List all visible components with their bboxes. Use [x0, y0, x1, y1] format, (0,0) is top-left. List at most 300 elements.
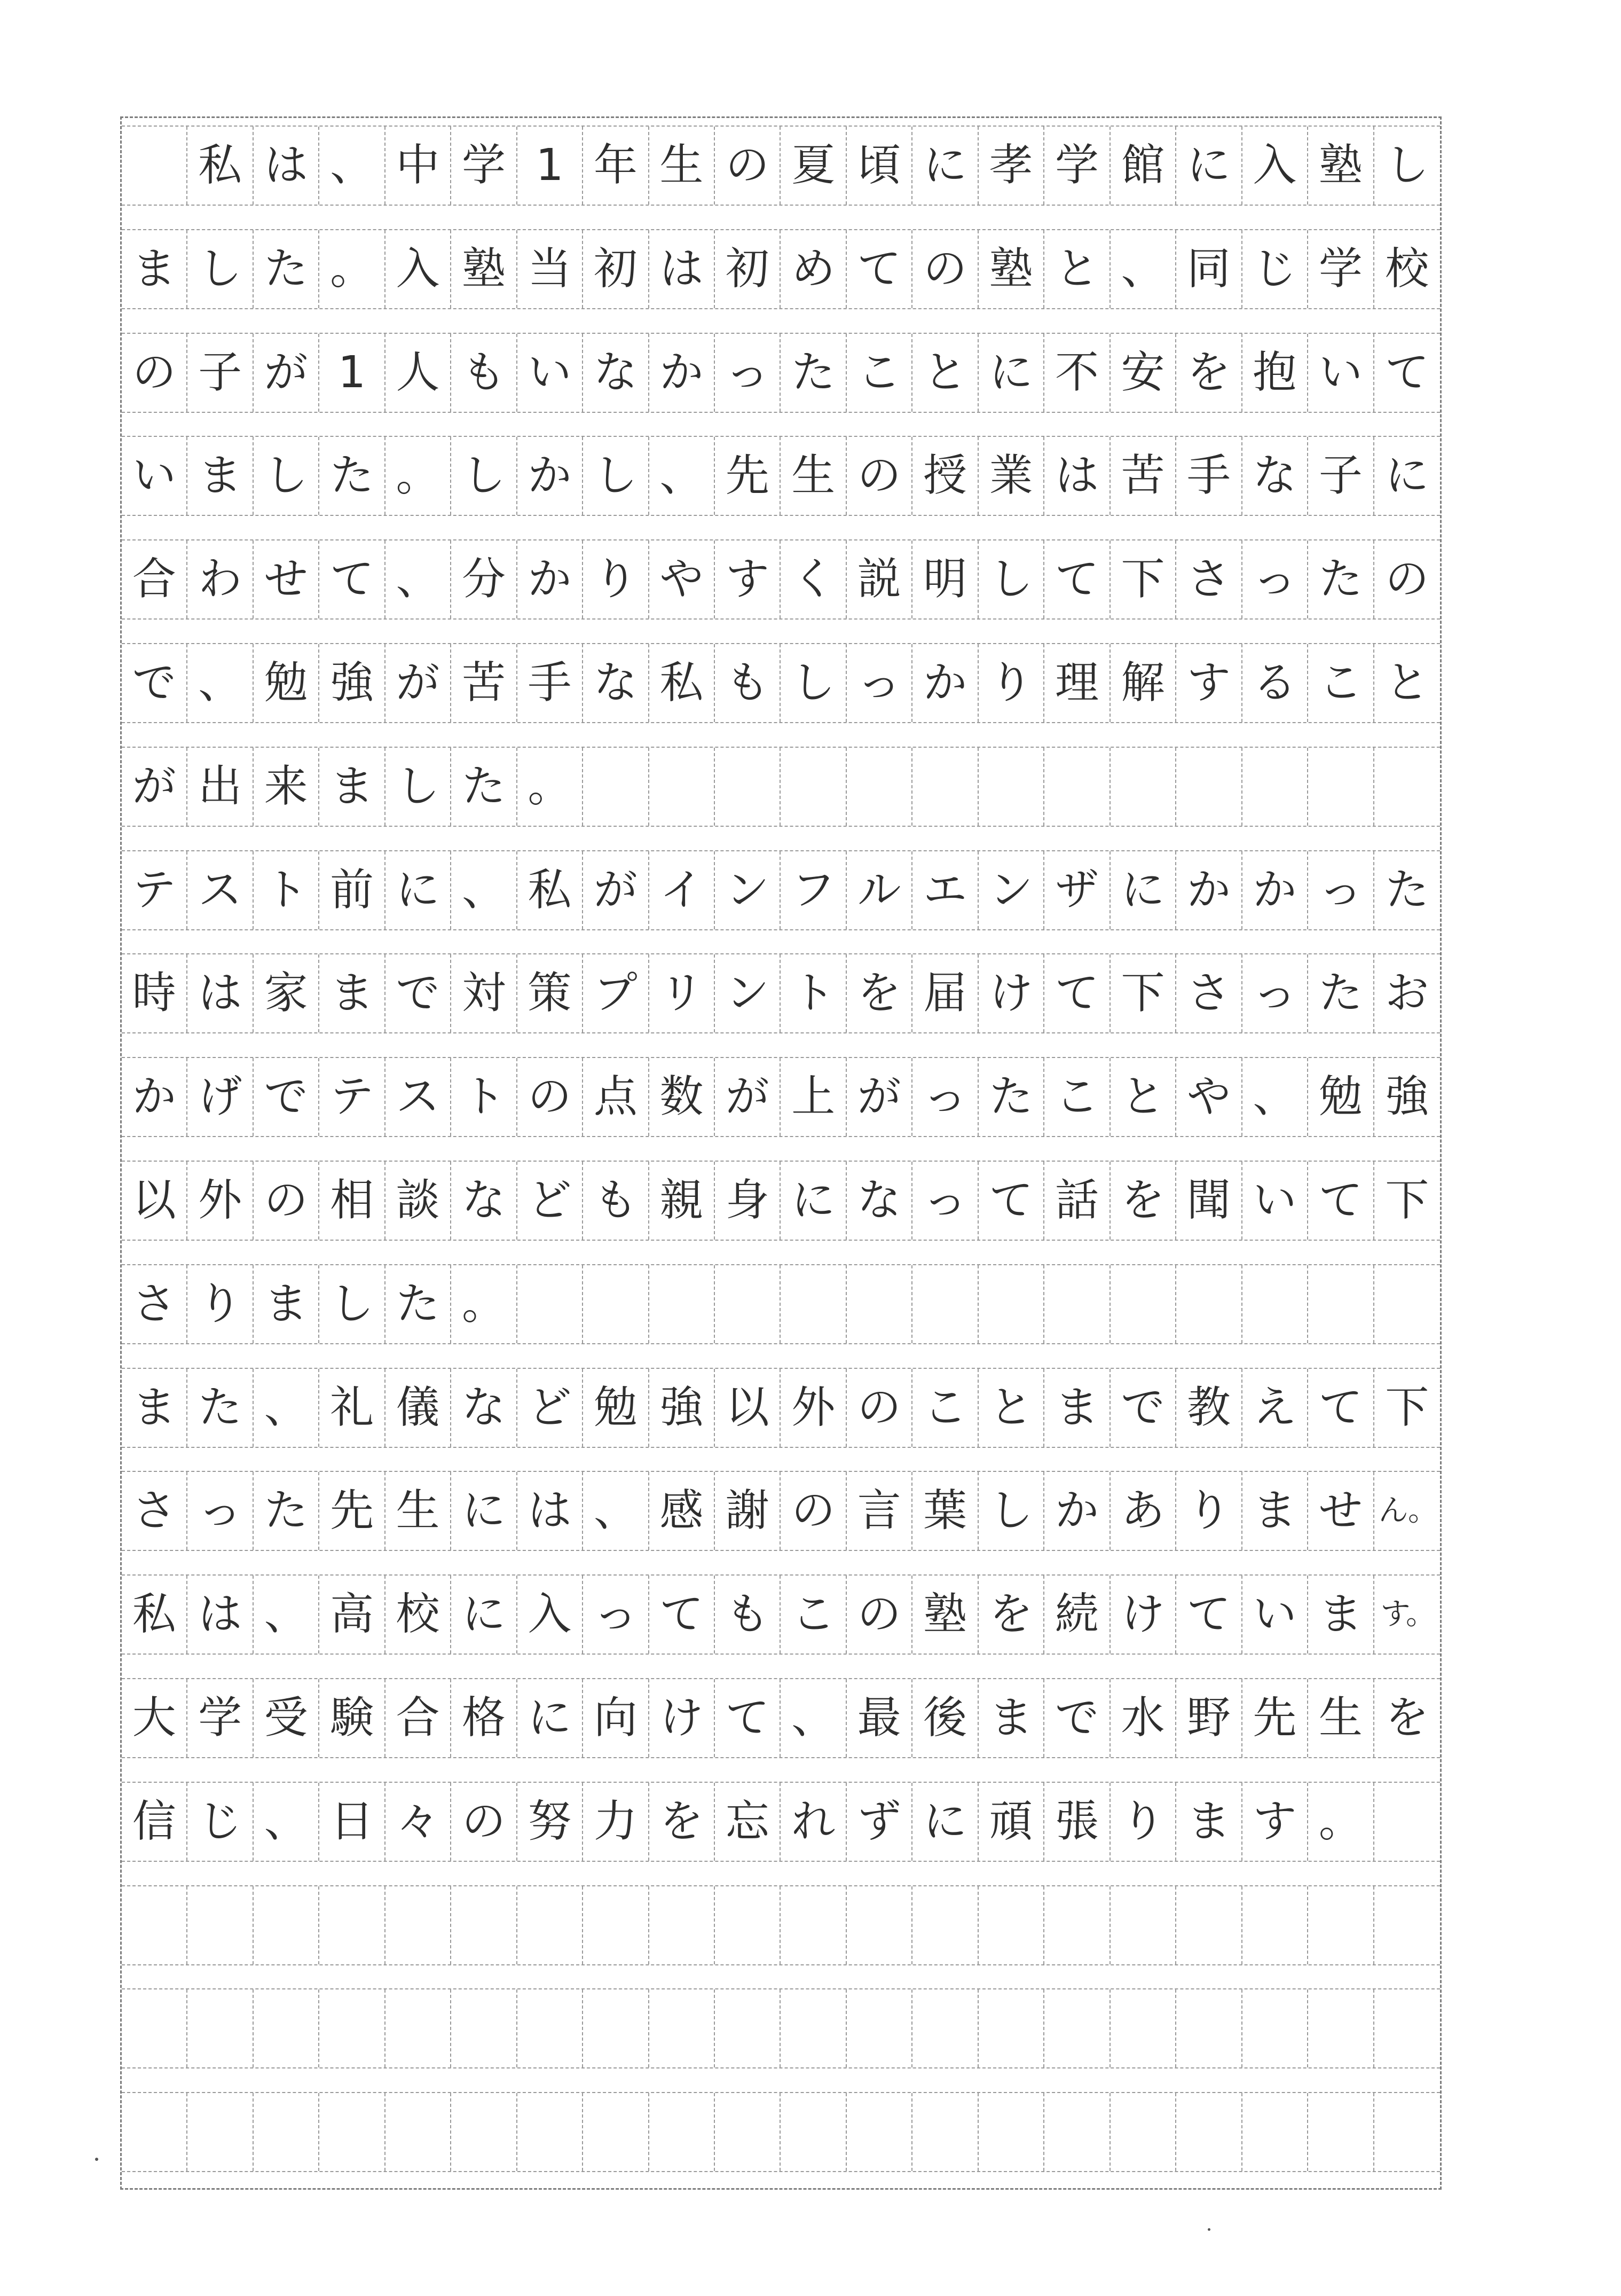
- manuscript-cell: 私: [187, 127, 253, 205]
- manuscript-cell: た: [781, 334, 846, 412]
- manuscript-cell-band: [122, 1574, 1440, 1655]
- manuscript-cell: 点: [583, 1058, 649, 1136]
- manuscript-cell: っ: [912, 1162, 978, 1240]
- manuscript-cell: 生: [385, 1472, 451, 1550]
- manuscript-cell: と: [1385, 657, 1429, 708]
- manuscript-cell: [715, 1989, 781, 2067]
- manuscript-cell: [1242, 1989, 1308, 2067]
- manuscript-cell: す: [715, 540, 781, 618]
- manuscript-cell: て: [847, 230, 912, 308]
- manuscript-cell: で: [385, 954, 451, 1032]
- manuscript-cell: [912, 748, 978, 826]
- manuscript-cell: っ: [1242, 954, 1308, 1032]
- manuscript-cell: [781, 748, 846, 826]
- manuscript-cell: 信: [122, 1783, 187, 1861]
- manuscript-cell: あ: [1111, 1472, 1176, 1550]
- manuscript-cell: の: [715, 127, 781, 205]
- manuscript-cell: 数: [649, 1058, 715, 1136]
- manuscript-cell: げ: [187, 1058, 253, 1136]
- manuscript-cell: 来: [254, 748, 319, 826]
- manuscript-cell: い: [1242, 1162, 1308, 1240]
- manuscript-cell: は: [254, 127, 319, 205]
- manuscript-cell: 届: [912, 954, 978, 1032]
- manuscript-cell: に: [1176, 127, 1242, 205]
- manuscript-cell: 頃: [847, 127, 912, 205]
- manuscript-cell: [583, 1886, 649, 1964]
- manuscript-cell: 理: [1044, 644, 1110, 722]
- manuscript-cell: 学: [451, 127, 517, 205]
- manuscript-cell: な: [1242, 437, 1308, 515]
- manuscript-row: [122, 222, 1440, 325]
- manuscript-cell: を: [1176, 334, 1242, 412]
- manuscript-cell: [912, 1989, 978, 2067]
- manuscript-cell: [1308, 748, 1374, 826]
- manuscript-cell: か: [912, 644, 978, 722]
- manuscript-cell: ト: [781, 954, 846, 1032]
- manuscript-cell: [1111, 1265, 1176, 1343]
- manuscript-cell: 以: [122, 1162, 187, 1240]
- manuscript-cell: 勉: [254, 644, 319, 722]
- manuscript-cell-band: [122, 1782, 1440, 1862]
- manuscript-cell: を: [1111, 1162, 1176, 1240]
- manuscript-cell: の: [122, 334, 187, 412]
- manuscript-cell: な: [847, 1162, 912, 1240]
- manuscript-cell: 塾: [1308, 127, 1374, 205]
- manuscript-cell: 時: [122, 954, 187, 1032]
- manuscript-cell-band: [122, 953, 1440, 1033]
- manuscript-cell: [1242, 748, 1308, 826]
- manuscript-cell: て: [1044, 954, 1110, 1032]
- manuscript-cell: こ: [781, 1576, 846, 1654]
- manuscript-cell: た: [979, 1058, 1044, 1136]
- manuscript-cell: 談: [385, 1162, 451, 1240]
- manuscript-cell-band: [122, 1264, 1440, 1344]
- manuscript-cell: っ: [847, 644, 912, 722]
- manuscript-cell: ま: [1308, 1576, 1374, 1654]
- manuscript-cell: 子: [1308, 437, 1374, 515]
- manuscript-cell: 、: [254, 1369, 319, 1447]
- manuscript-cell: わ: [187, 540, 253, 618]
- manuscript-cell: り: [979, 644, 1044, 722]
- manuscript-cell: [517, 1989, 583, 2067]
- manuscript-cell: 強: [649, 1369, 715, 1447]
- manuscript-cell: い: [1308, 334, 1374, 412]
- manuscript-cell: こ: [847, 334, 912, 412]
- manuscript-cell: て: [979, 1162, 1044, 1240]
- manuscript-cell: 張: [1044, 1783, 1110, 1861]
- manuscript-cell: な: [451, 1162, 517, 1240]
- manuscript-cell-band: [122, 850, 1440, 930]
- manuscript-cell: [385, 1989, 451, 2067]
- manuscript-cell: [583, 1989, 649, 2067]
- manuscript-cell: 手: [517, 644, 583, 722]
- manuscript-cell: [319, 1886, 385, 1964]
- manuscript-cell: も: [451, 334, 517, 412]
- manuscript-cell: て: [715, 1679, 781, 1757]
- manuscript-cell: お: [1385, 968, 1429, 1019]
- manuscript-cell: [1374, 2093, 1440, 2171]
- manuscript-row: [122, 1878, 1440, 1981]
- manuscript-cell: は: [517, 1472, 583, 1550]
- manuscript-cell: こ: [912, 1369, 978, 1447]
- manuscript-cell: か: [1044, 1472, 1110, 1550]
- manuscript-cell: は: [1044, 437, 1110, 515]
- manuscript-cell: の: [847, 1576, 912, 1654]
- manuscript-cell: [122, 1886, 187, 1964]
- manuscript-cell: [912, 2093, 978, 2171]
- manuscript-cell: の: [912, 230, 978, 308]
- manuscript-cell: く: [781, 540, 846, 618]
- manuscript-cell: や: [1176, 1058, 1242, 1136]
- manuscript-row: [122, 1360, 1440, 1464]
- manuscript-cell: 1: [517, 127, 583, 205]
- manuscript-cell: 初: [583, 230, 649, 308]
- manuscript-cell: 校: [385, 1576, 451, 1654]
- manuscript-cell: [847, 1886, 912, 1964]
- manuscript-cell: も: [715, 1576, 781, 1654]
- manuscript-cell: [1111, 1989, 1176, 2067]
- manuscript-cell: 、: [385, 540, 451, 618]
- manuscript-cell: か: [517, 540, 583, 618]
- manuscript-cell: [583, 1265, 649, 1343]
- manuscript-cell: し: [979, 540, 1044, 618]
- manuscript-row: [122, 2085, 1440, 2188]
- manuscript-cell: す。: [1380, 1597, 1434, 1632]
- manuscript-row: [122, 1463, 1440, 1567]
- manuscript-cell: し: [979, 1472, 1044, 1550]
- manuscript-cell: 学: [1308, 230, 1374, 308]
- manuscript-cell: の: [254, 1162, 319, 1240]
- manuscript-cell: さ: [1176, 540, 1242, 618]
- manuscript-cell: の: [517, 1058, 583, 1136]
- manuscript-cell: [1176, 1989, 1242, 2067]
- manuscript-cell: ま: [122, 230, 187, 308]
- manuscript-cell: り: [1176, 1472, 1242, 1550]
- manuscript-cell: 野: [1176, 1679, 1242, 1757]
- manuscript-cell: [517, 1265, 583, 1343]
- manuscript-cell: [979, 1989, 1044, 2067]
- manuscript-cell: さ: [122, 1265, 187, 1343]
- manuscript-cell: 授: [912, 437, 978, 515]
- manuscript-cell: [1044, 748, 1110, 826]
- manuscript-cell: と: [1044, 230, 1110, 308]
- manuscript-cell: [187, 2093, 253, 2171]
- manuscript-cell: 明: [912, 540, 978, 618]
- manuscript-cell: [1374, 1886, 1440, 1964]
- manuscript-cell: に: [451, 1472, 517, 1550]
- manuscript-cell: は: [187, 954, 253, 1032]
- manuscript-cell-band: [122, 1471, 1440, 1551]
- manuscript-cell: 手: [1176, 437, 1242, 515]
- manuscript-cell: 解: [1111, 644, 1176, 722]
- manuscript-cell-band: [122, 1057, 1440, 1137]
- manuscript-cell: ス: [385, 1058, 451, 1136]
- manuscript-cell: 最: [847, 1679, 912, 1757]
- manuscript-cell: 教: [1176, 1369, 1242, 1447]
- manuscript-cell: 聞: [1176, 1162, 1242, 1240]
- manuscript-cell: [1111, 748, 1176, 826]
- manuscript-cell: す: [1242, 1783, 1308, 1861]
- manuscript-cell: [847, 748, 912, 826]
- manuscript-cell: 。: [385, 437, 451, 515]
- manuscript-cell: 私: [122, 1576, 187, 1654]
- manuscript-cell: [451, 1989, 517, 2067]
- manuscript-cell: た: [385, 1265, 451, 1343]
- manuscript-cell: 向: [583, 1679, 649, 1757]
- manuscript-cell: イ: [649, 851, 715, 929]
- manuscript-cell: 生: [1308, 1679, 1374, 1757]
- manuscript-cell: [715, 2093, 781, 2171]
- manuscript-cell: 、: [649, 437, 715, 515]
- manuscript-cell: 相: [319, 1162, 385, 1240]
- manuscript-cell: [649, 748, 715, 826]
- manuscript-cell: い: [122, 437, 187, 515]
- manuscript-cell: 私: [649, 644, 715, 722]
- manuscript-cell: 苦: [1111, 437, 1176, 515]
- manuscript-cell: ま: [187, 437, 253, 515]
- manuscript-cell: 後: [912, 1679, 978, 1757]
- manuscript-cell: [187, 1886, 253, 1964]
- manuscript-cell: [122, 2093, 187, 2171]
- manuscript-cell: 生: [781, 437, 846, 515]
- manuscript-cell-band: [122, 436, 1440, 516]
- manuscript-cell: 策: [517, 954, 583, 1032]
- manuscript-cell: め: [781, 230, 846, 308]
- manuscript-cell: 前: [319, 851, 385, 929]
- manuscript-cell: [979, 1886, 1044, 1964]
- manuscript-cell: の: [847, 437, 912, 515]
- manuscript-cell: っ: [1242, 540, 1308, 618]
- manuscript-cell: 。: [517, 748, 583, 826]
- manuscript-cell: の: [1385, 554, 1429, 605]
- manuscript-cell: 上: [781, 1058, 846, 1136]
- manuscript-cell: 初: [715, 230, 781, 308]
- manuscript-cell: 話: [1044, 1162, 1110, 1240]
- manuscript-cell: 。: [451, 1265, 517, 1343]
- manuscript-cell: も: [583, 1162, 649, 1240]
- scan-speck: [95, 2158, 98, 2161]
- manuscript-cell: 孝: [979, 127, 1044, 205]
- manuscript-cell: [912, 1265, 978, 1343]
- manuscript-cell: る: [1242, 644, 1308, 722]
- manuscript-cell: 、: [451, 851, 517, 929]
- manuscript-cell: 感: [649, 1472, 715, 1550]
- manuscript-cell: 学: [1044, 127, 1110, 205]
- manuscript-row: [122, 946, 1440, 1049]
- manuscript-cell: 合: [122, 540, 187, 618]
- manuscript-cell: 抱: [1242, 334, 1308, 412]
- manuscript-cell: 先: [715, 437, 781, 515]
- manuscript-cell: 家: [254, 954, 319, 1032]
- manuscript-cell: り: [187, 1265, 253, 1343]
- manuscript-cell: [1176, 748, 1242, 826]
- manuscript-cell-band: [122, 1161, 1440, 1241]
- manuscript-cell: 格: [451, 1679, 517, 1757]
- manuscript-cell-band: [122, 539, 1440, 620]
- manuscript-cell: ま: [319, 954, 385, 1032]
- manuscript-cell: じ: [1242, 230, 1308, 308]
- manuscript-cell: ト: [254, 851, 319, 929]
- manuscript-cell: [1374, 1265, 1440, 1343]
- manuscript-cell: 身: [715, 1162, 781, 1240]
- manuscript-cell: に: [1111, 851, 1176, 929]
- manuscript-cell: の: [781, 1472, 846, 1550]
- manuscript-cell: 入: [517, 1576, 583, 1654]
- manuscript-cell: 生: [649, 127, 715, 205]
- manuscript-cell: [979, 748, 1044, 826]
- manuscript-cell: 下: [1111, 540, 1176, 618]
- manuscript-cell: を: [649, 1783, 715, 1861]
- manuscript-cell: り: [1111, 1783, 1176, 1861]
- manuscript-cell: に: [979, 334, 1044, 412]
- manuscript-cell: か: [649, 334, 715, 412]
- manuscript-cell: 儀: [385, 1369, 451, 1447]
- manuscript-cell: [1242, 1886, 1308, 1964]
- manuscript-cell: ト: [451, 1058, 517, 1136]
- manuscript-cell: [715, 1265, 781, 1343]
- manuscript-cell: ま: [979, 1679, 1044, 1757]
- manuscript-cell: 説: [847, 540, 912, 618]
- manuscript-cell: 館: [1111, 127, 1176, 205]
- manuscript-cell: し: [451, 437, 517, 515]
- manuscript-cell: 塾: [912, 1576, 978, 1654]
- manuscript-cell: 出: [187, 748, 253, 826]
- manuscript-cell: [1111, 1886, 1176, 1964]
- manuscript-cell: た: [451, 748, 517, 826]
- manuscript-cell: 子: [187, 334, 253, 412]
- manuscript-cell: せ: [254, 540, 319, 618]
- manuscript-row: [122, 1774, 1440, 1878]
- manuscript-cell: 外: [781, 1369, 846, 1447]
- manuscript-cell: て: [1044, 540, 1110, 618]
- manuscript-cell: 受: [254, 1679, 319, 1757]
- manuscript-cell: か: [517, 437, 583, 515]
- manuscript-cell: ン: [715, 851, 781, 929]
- manuscript-cell: 強: [1385, 1071, 1429, 1123]
- manuscript-cell: ま: [122, 1369, 187, 1447]
- manuscript-cell: 合: [385, 1679, 451, 1757]
- manuscript-cell-band: [122, 126, 1440, 206]
- manuscript-cell: 先: [1242, 1679, 1308, 1757]
- manuscript-cell: が: [254, 334, 319, 412]
- manuscript-cell: い: [517, 334, 583, 412]
- manuscript-cell: な: [451, 1369, 517, 1447]
- manuscript-cell: ど: [517, 1369, 583, 1447]
- manuscript-cell: [583, 748, 649, 826]
- manuscript-cell: か: [1242, 851, 1308, 929]
- manuscript-cell: 入: [1242, 127, 1308, 205]
- manuscript-row: [122, 325, 1440, 429]
- manuscript-cell: [847, 2093, 912, 2171]
- manuscript-cell: 下: [1385, 1175, 1429, 1226]
- manuscript-row: [122, 739, 1440, 843]
- manuscript-cell: た: [1308, 540, 1374, 618]
- manuscript-cell: 対: [451, 954, 517, 1032]
- manuscript-row: [122, 1153, 1440, 1257]
- manuscript-cell: [122, 127, 187, 205]
- manuscript-cell: に: [781, 1162, 846, 1240]
- manuscript-cell: [781, 1989, 846, 2067]
- manuscript-row: [122, 1567, 1440, 1671]
- manuscript-cell: 頑: [979, 1783, 1044, 1861]
- manuscript-cell: 続: [1044, 1576, 1110, 1654]
- manuscript-cell: し: [583, 437, 649, 515]
- manuscript-cell: ず: [847, 1783, 912, 1861]
- manuscript-cell: に: [517, 1679, 583, 1757]
- manuscript-cell: ン: [979, 851, 1044, 929]
- manuscript-cell: フ: [781, 851, 846, 929]
- manuscript-cell: [1044, 1265, 1110, 1343]
- manuscript-cell: プ: [583, 954, 649, 1032]
- manuscript-cell: 当: [517, 230, 583, 308]
- manuscript-cell: 塾: [979, 230, 1044, 308]
- manuscript-cell: が: [385, 644, 451, 722]
- manuscript-cell: や: [649, 540, 715, 618]
- manuscript-cell: [649, 1265, 715, 1343]
- manuscript-cell: 。: [319, 230, 385, 308]
- manuscript-cell: は: [649, 230, 715, 308]
- manuscript-cell: [979, 2093, 1044, 2171]
- manuscript-cell-band: [122, 643, 1440, 723]
- manuscript-cell: ど: [517, 1162, 583, 1240]
- manuscript-cell: 校: [1385, 243, 1429, 294]
- manuscript-cell: 業: [979, 437, 1044, 515]
- manuscript-cell: ス: [187, 851, 253, 929]
- manuscript-cell: て: [319, 540, 385, 618]
- manuscript-cell: で: [254, 1058, 319, 1136]
- manuscript-cell: 謝: [715, 1472, 781, 1550]
- manuscript-cell: [1242, 1265, 1308, 1343]
- manuscript-cell: に: [1385, 450, 1429, 501]
- manuscript-cell: 不: [1044, 334, 1110, 412]
- manuscript-cell: が: [715, 1058, 781, 1136]
- manuscript-cell: 私: [517, 851, 583, 929]
- manuscript-cell: [1111, 2093, 1176, 2171]
- manuscript-cell: 分: [451, 540, 517, 618]
- manuscript-cell: [1374, 1783, 1440, 1861]
- manuscript-cell: 先: [319, 1472, 385, 1550]
- manuscript-cell: が: [583, 851, 649, 929]
- manuscript-cell: て: [1308, 1369, 1374, 1447]
- manuscript-cell: け: [979, 954, 1044, 1032]
- manuscript-cell: 下: [1111, 954, 1176, 1032]
- manuscript-cell: か: [122, 1058, 187, 1136]
- manuscript-cell: ル: [847, 851, 912, 929]
- manuscript-cell: か: [1176, 851, 1242, 929]
- manuscript-cell: し: [319, 1265, 385, 1343]
- manuscript-cell-band: [122, 1678, 1440, 1758]
- manuscript-cell: で: [122, 644, 187, 722]
- manuscript-cell: せ: [1308, 1472, 1374, 1550]
- manuscript-cell: っ: [715, 334, 781, 412]
- manuscript-cell: 苦: [451, 644, 517, 722]
- manuscript-cell: ま: [254, 1265, 319, 1343]
- manuscript-cell: 々: [385, 1783, 451, 1861]
- manuscript-cell: [1044, 1989, 1110, 2067]
- manuscript-cell: 大: [122, 1679, 187, 1757]
- manuscript-cell: リ: [649, 954, 715, 1032]
- manuscript-row: [122, 118, 1440, 222]
- manuscript-grid: [120, 116, 1442, 2190]
- manuscript-cell: さ: [1176, 954, 1242, 1032]
- manuscript-cell: 言: [847, 1472, 912, 1550]
- manuscript-cell: [1242, 2093, 1308, 2171]
- manuscript-cell: [1044, 1886, 1110, 1964]
- manuscript-cell: な: [583, 644, 649, 722]
- manuscript-cell: で: [1044, 1679, 1110, 1757]
- manuscript-cell: [1308, 1989, 1374, 2067]
- manuscript-cell: [385, 1886, 451, 1964]
